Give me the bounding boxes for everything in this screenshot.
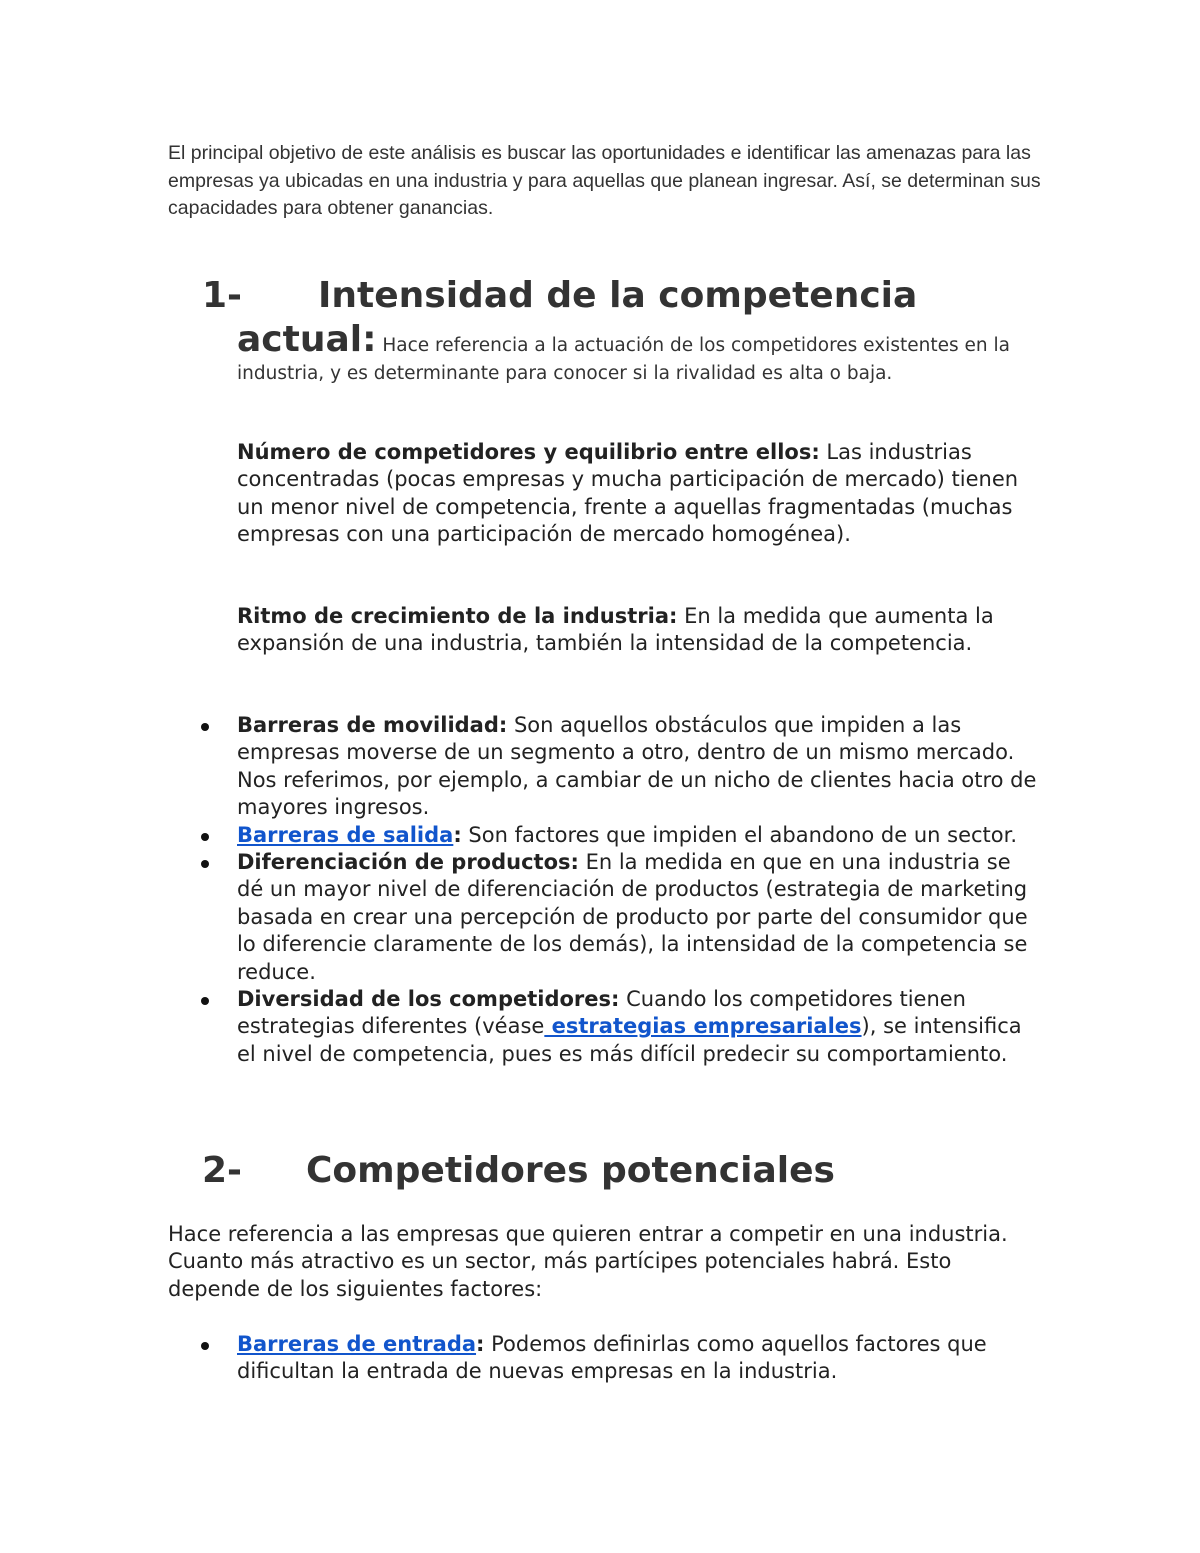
bullet-icon — [201, 1342, 209, 1350]
list-item: Diversidad de los competidores: Cuando los competidores tienen estrategias diferentes (véase estrategias empresariales), se intensifica el nivel de competencia, pues es más difícil predecir su comportamiento. — [237, 986, 1037, 1068]
list-item: Barreras de salida: Son factores que impiden el abandono de un sector. — [237, 822, 1037, 849]
section-1-bullet-list — [237, 712, 1037, 1068]
section-1-intro — [237, 320, 1037, 387]
competitor-count-paragraph — [237, 439, 1037, 549]
section-1-title-continuation: actual: — [237, 319, 377, 360]
entry-barriers-link[interactable]: Barreras de entrada — [237, 1332, 477, 1356]
bullet-icon — [201, 723, 209, 731]
competitor-count-label: Número de competidores y equilibrio entre ellos: — [237, 440, 820, 464]
list-item: Barreras de entrada: Podemos definirlas como aquellos factores que dificultan la entrada de nuevas empresas en la industria. — [237, 1331, 1037, 1386]
list-item: Diferenciación de productos: En la medida en que en una industria se dé un mayor nivel de diferenciación de productos (estrategia de marketing basada en crear una percepción de producto por parte del consumidor que lo diferencie claramente de los demás), la intensidad de la competencia se reduce. — [237, 849, 1037, 986]
section-1-number: 1- — [202, 275, 242, 316]
growth-rate-text: En la medida que aumenta la expansión de una industria, también la intensidad de la competencia. — [237, 604, 994, 656]
section-2-bullet-list — [237, 1331, 1037, 1386]
section-2-heading — [202, 1151, 835, 1191]
bullet-icon — [201, 860, 209, 868]
section-1-title: Intensidad de la competencia — [318, 275, 918, 316]
section-1-heading — [202, 276, 917, 316]
growth-rate-paragraph — [237, 603, 1037, 658]
bullet-icon — [201, 833, 209, 841]
list-item: Barreras de movilidad: Son aquellos obstáculos que impiden a las empresas moverse de un segmento a otro, dentro de un mismo mercado. Nos referimos, por ejemplo, a cambiar de un nicho de clientes hacia otro de mayores ingresos. — [237, 712, 1037, 822]
section-2-title: Competidores potenciales — [306, 1150, 835, 1191]
exit-barriers-link[interactable]: Barreras de salida — [237, 822, 454, 847]
business-strategies-link[interactable]: estrategias empresariales — [544, 1014, 862, 1039]
section-2-number: 2- — [202, 1150, 242, 1191]
competitor-count-text: Las industrias concentradas (pocas empresas y mucha participación de mercado) tienen un menor nivel de competencia, frente a aquellas fragmentadas (muchas empresas con una participación de mercado homogénea). — [237, 440, 1019, 547]
section-1-description: Hace referencia a la actuación de los competidores existentes en la industria, y es determinante para conocer si la rivalidad es alta o baja. — [237, 335, 1010, 384]
section-2-description: Hace referencia a las empresas que quieren entrar a competir en una industria. Cuanto más atractivo es un sector, más partícipes potenciales habrá. Esto depende de los siguientes factores: — [168, 1222, 1008, 1301]
intro-paragraph: El principal objetivo de este análisis es buscar las oportunidades e identificar las amenazas para las empresas ya ubicadas en una industria y para aquellas que planean ingresar. Así, se determinan sus capacidades para obtener ganancias. — [168, 142, 1041, 219]
bullet-icon — [201, 997, 209, 1005]
growth-rate-label: Ritmo de crecimiento de la industria: — [237, 604, 678, 628]
